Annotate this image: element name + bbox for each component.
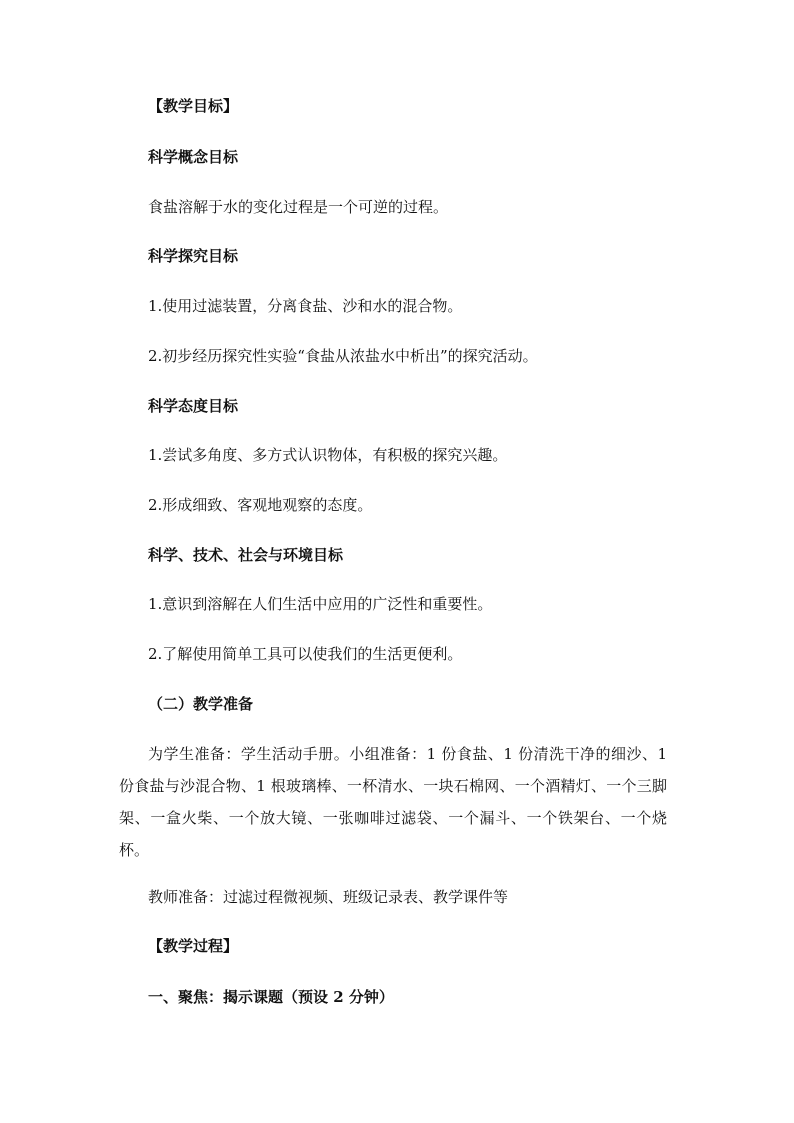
inquiry-goal-item-1: 1.使用过滤装置，分离食盐、沙和水的混合物。 [148, 297, 463, 315]
objectives-heading: 【教学目标】 [148, 97, 239, 115]
concept-goal-title: 科学概念目标 [148, 148, 239, 166]
attitude-goal-item-2: 2.形成细致、客观地观察的态度。 [148, 496, 373, 514]
inquiry-goal-item-2: 2.初步经历探究性实验“食盐从浓盐水中析出”的探究活动。 [148, 347, 538, 365]
process-heading: 【教学过程】 [148, 937, 239, 955]
stse-goal-title: 科学、技术、社会与环境目标 [148, 546, 344, 564]
step-one-title: 一、聚焦：揭示课题（预设 2 分钟） [148, 988, 394, 1006]
stse-goal-item-2: 2.了解使用简单工具可以使我们的生活更便利。 [148, 645, 463, 663]
teacher-preparation-text: 教师准备：过滤过程微视频、班级记录表、教学课件等 [148, 888, 509, 906]
stse-goal-item-1: 1.意识到溶解在人们生活中应用的广泛性和重要性。 [148, 595, 493, 613]
inquiry-goal-title: 科学探究目标 [148, 247, 239, 265]
attitude-goal-item-1: 1.尝试多角度、多方式认识物体，有积极的探究兴趣。 [148, 446, 508, 464]
concept-goal-text: 食盐溶解于水的变化过程是一个可逆的过程。 [148, 198, 449, 216]
student-preparation-paragraph: 为学生准备：学生活动手册。小组准备：1 份食盐、1 份清洗干净的细沙、1 份食盐与沙混合物、1 根玻璃棒、一杯清水、一块石棉网、一个酒精灯、一个三脚架、一盒火柴、一个放大镜、一张咖啡过滤袋、一个漏斗、一个铁架台、一个烧杯。 [119, 745, 667, 859]
preparation-title: （二）教学准备 [148, 695, 254, 713]
attitude-goal-title: 科学态度目标 [148, 397, 239, 415]
